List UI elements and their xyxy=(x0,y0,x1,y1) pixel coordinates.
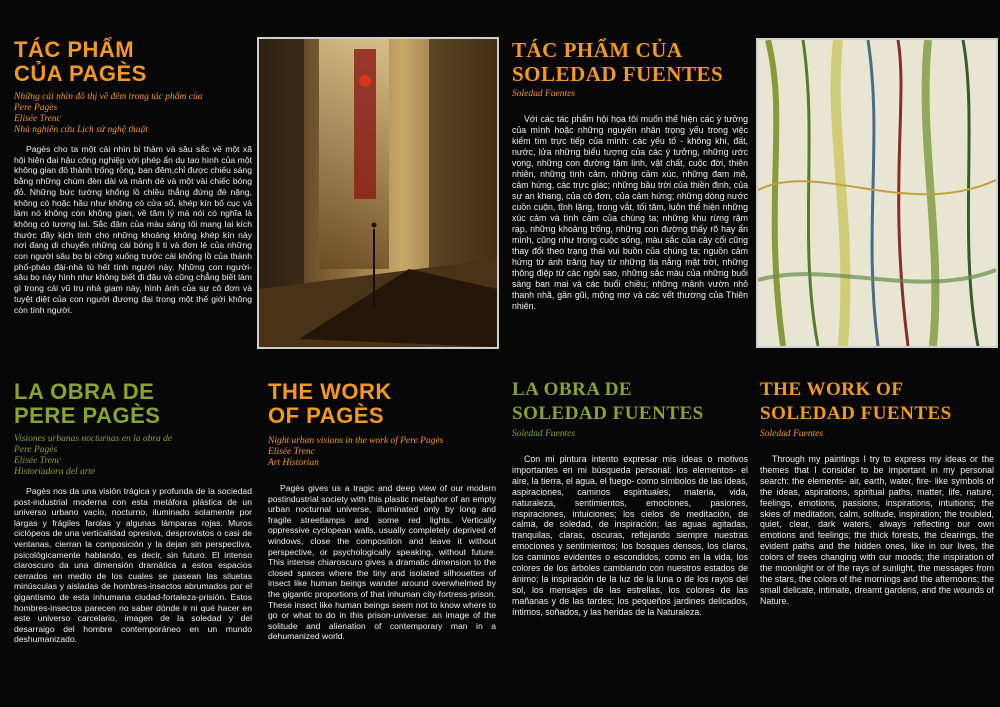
es-soledad-body: Con mi pintura intento expresar mis ideas o motivos importantes en mi búsqueda personal: los elementos- el aire, la tierra, el agua, el fuego- como símbolos de las ideas, aspiraciones, caminos espirituales, materia, vida, naturaleza, sentimientos, emociones, pasiones, inspiraciones, intuiciones; los cielos de meditación, de calma, de soledad, de inspiración; las aguas agitadas, tranquilas, claras, oscuras, reflejando siempre nuestras emociones y sentimientos; los bosques densos, los claros, los caminos evidentes o escondidos, como en la vida, los colores de los árboles cambiando con nuestros estados de ánimo; la inspiración de la luz de la luna o de los rayos del sol, los mensajes de las estrellas, los colores de las mañanas y de las tardes; los pequeños jardines delicados, íntimos, soñados, y las heridas de la Naturaleza. xyxy=(512,454,748,617)
en-pages-title: THE WORK OF PAGÈS xyxy=(268,379,392,428)
vi-soledad-body: Với các tác phẩm hội họa tôi muốn thể hiện các ý tưởng của mình hoặc những nguyên nhân trọng yếu trong việc kiếm tìm trực tiếp của mình: các yếu tố - không khí, đất, nước, lửa những biểu tượng của các ý tưởng, những ước vọng, những con đường tâm linh, vật chất, cuộc đời, thiên nhiên, những tình cảm, những cảm xúc, những đam mê, cảm hứng, các trực giác; những bầu trời của thiền định, của sự an khang, của cô đơn, của cảm hứng; những dòng nước cuồn cuộn, tĩnh lặng, trong vắt, tối tăm, luôn thể hiện những xúc cảm và tình cảm của chúng ta; những khu rừng rậm rạp, những khoảng trống, những con đường thấy rõ hay ẩn mình, cũng như trong cuộc sống, màu sắc của cây cối cũng thay đổi theo trạng thái vui buồn của chúng ta; nguồn cảm hứng từ ánh trăng hay từ những tia nắng mặt trời, những thông điệp từ các ngôi sao, những sắc màu của những buổi sáng ban mai và các buổi chiều; những mảnh vườn nhỏ thanh nhã, gần gũi, mộng mơ và các vết thương của Thiên nhiên. xyxy=(512,114,748,311)
vi-pages-body: Pagès cho ta một cái nhìn bi thảm và sâu sắc về một xã hội hiện đại hậu công nghiệp với phép ẩn dụ tạo hình của một không gian đô thành trống rỗng, ban đêm,chỉ được chiếu sáng bằng những chùm đèn dài và mảnh dẻ và một vài chiếc bóng đỏ. Những bức tường khổng lồ chiều thẳng đứng đè nặng, không có hoặc hầu như không có cửa sổ, khép kín bố cục và làm nó không còn không gian, về tâm lý mà nói có nghĩa là không có tương lai. Sắc đậm của màu sáng tối mang lại kích thước đầy kịch tính cho những khoảng không khép kín này nơi đang di chuyển những cái bóng li ti và đơn lẻ của những con người sâu bọ bị công xuống trước cái khổng lồ của thành phố-pháo đài-nhà tù hết tính người này. Những con người-sâu bọ này hình như không biết đi đâu và cũng chẳng biết làm gì trong cái vũ trụ nhà giam này, hình ảnh của sự cô đơn và tuyệt diệt của con người đương đại trong một thế giới không còn tính người. xyxy=(14,144,252,315)
en-pages-section xyxy=(268,380,496,642)
vi-pages-section xyxy=(14,38,252,315)
vi-soledad-subtitle: Soledad Fuentes xyxy=(512,89,576,99)
pages-painting-image xyxy=(257,37,499,349)
es-pages-title: LA OBRA DE PERE PAGÈS xyxy=(14,379,161,428)
pages-painting-icon xyxy=(259,39,497,347)
soledad-painting-image xyxy=(756,38,998,348)
soledad-painting-icon xyxy=(758,40,996,346)
es-pages-section xyxy=(14,380,252,645)
es-soledad-title: LA OBRA DE SOLEDAD FUENTES xyxy=(512,379,704,424)
en-soledad-body: Through my paintings I try to express my ideas or the themes that I consider to be important in my personal search: the elements- air, earth, water, fire- like symbols of the ideas, aspirations, spiritual paths, matter, life, nature, feelings, emotions, passions, inspirations, intuitions; the skies of meditation, calm, solitude, inspiration; the troubled, quiet, clear, dark waters, always reflecting our own emotions and feelings; the thick forests, the clearings, the evident paths and the hidden ones, like in our lives, the colors of trees changing with our moods; the inspiration of the moonlight or of the rays of sunlight, the messages from the stars, the colors of the mornings and the afternoons; the small delicate, intimate, dreamt gardens, and the wounds of Nature. xyxy=(760,454,994,606)
en-soledad-section xyxy=(760,378,994,607)
en-pages-body: Pagès gives us a tragic and deep view of our modern postindustrial society with this plastic metaphor of an empty urban nocturnal universe, illuminated only by long and fragile streetlamps and some red lights. Vertically oppressive cyclopean walls, usually completely deprived of windows, close the composition and leave it without perspective, or psychologically speaking, without future. This intense chiaroscuro gives a dramatic dimension to the closed spaces where the tiny and isolated silhouettes of insect like human beings wander around overwhelmed by the gigantic proportions of that inhuman city-fortress-prison. These insect like human beings seem not to know where to go or what to do in this prison-universe: an image of the solitude and alienation of contemporary man in a dehumanized world. xyxy=(268,483,496,642)
vi-pages-title: TÁC PHẨM CỦA PAGÈS xyxy=(14,37,147,86)
es-pages-subtitle: Visiones urbanas nocturnas en la obra de Pere Pagès Elisée Trenc Historiadora del arte xyxy=(14,434,173,477)
en-soledad-title: THE WORK OF SOLEDAD FUENTES xyxy=(760,379,952,424)
es-soledad-subtitle: Soledad Fuentes xyxy=(512,429,576,439)
vi-soledad-section xyxy=(512,38,748,312)
en-soledad-subtitle: Soledad Fuentes xyxy=(760,429,824,439)
es-pages-body: Pagès nos da una visión trágica y profunda de la sociedad post-industrial moderna con esta metáfora plástica de un universo urbano vacío, nocturno, iluminado solamente por largas y frágiles farolas y algunas lámparas rojas. Muros ciclópeos de una verticalidad opresiva, desprovistos o casi de ventanas, cierran la composición y la dejan sin perspectiva, psicológicamente hablando, es decir, sin futuro. El intenso claroscuro da una dimensión dramática a estos espacios cerrados en medio de los cuales se pasean las siluetas minúsculas y aisladas de hombres-insectos abrumados por el gigantismo de esta inhumana ciudad-fortaleza-prisión. Estos hombres-insectos parecen no saber dónde ir ni qué hacer en este universo carcelario, imagen de la soledad y del desarraigo del hombre contemporáneo en un mundo deshumanizado. xyxy=(14,486,252,645)
es-soledad-section xyxy=(512,378,748,618)
vi-soledad-title: TÁC PHẨM CỦA SOLEDAD FUENTES xyxy=(512,38,724,86)
vi-pages-subtitle: Những cái nhìn đô thị về đêm trong tác phẩm của Pere Pagès Elisée Trenc Nhà nghiên cứu Lịch sử nghệ thuật xyxy=(14,92,203,135)
en-pages-subtitle: Night urban visions in the work of Pere Pagès Elisée Trenc Art Historian xyxy=(268,436,444,468)
